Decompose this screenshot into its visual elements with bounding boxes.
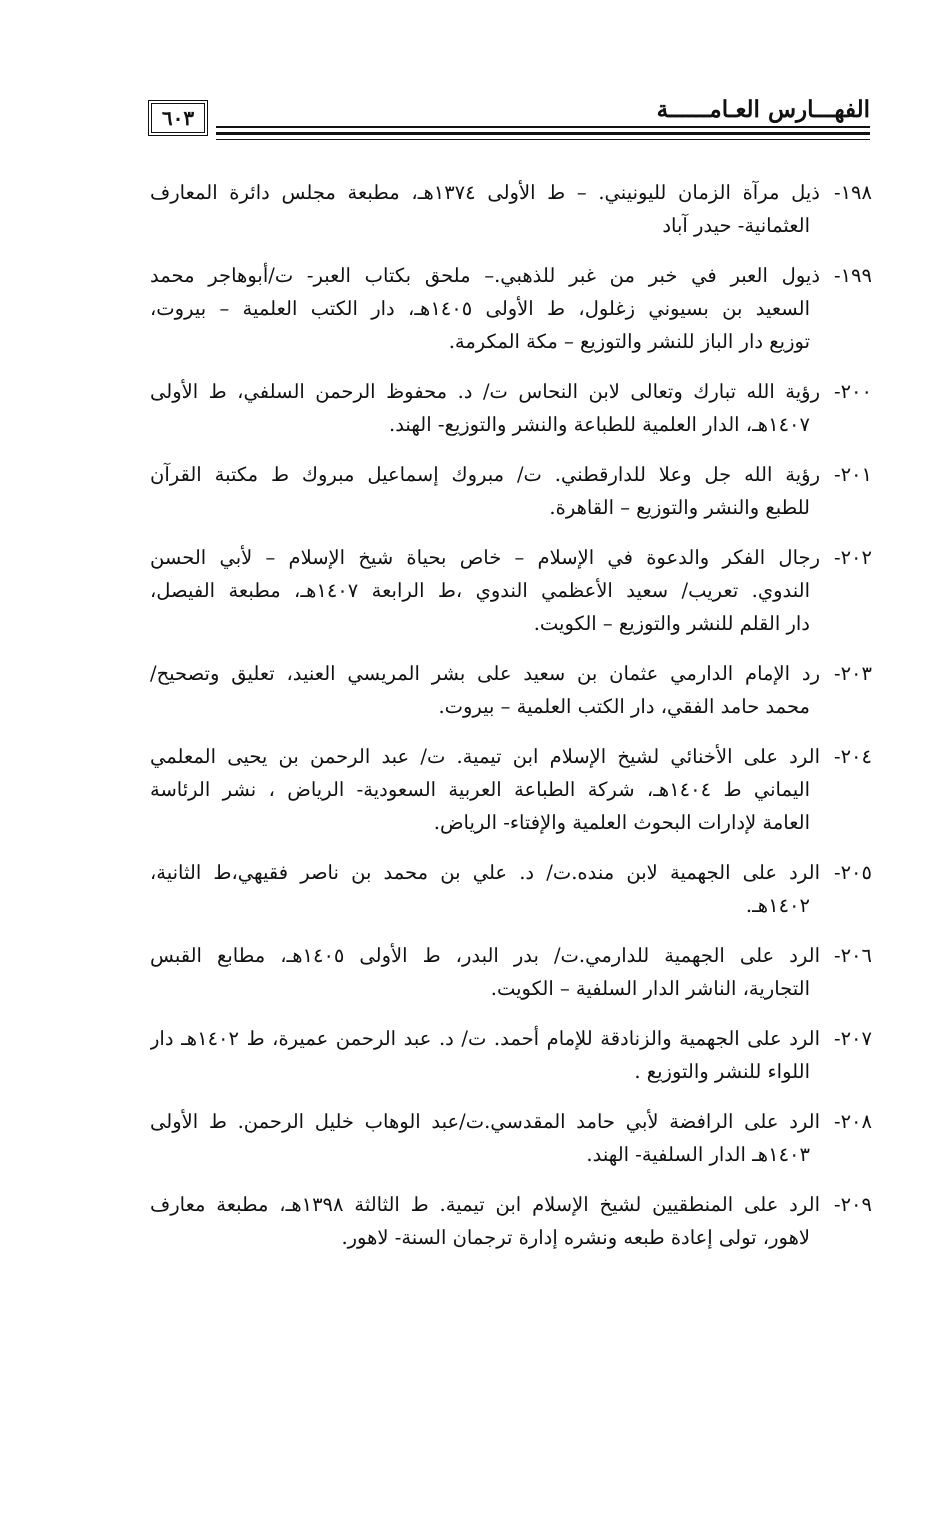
entry-number: ٢٠٢-	[833, 546, 872, 569]
entry-first-line	[150, 458, 872, 491]
entry-continuation-line: التجارية، الناشر الدار السلفية – الكويت.	[490, 977, 810, 1000]
entry-continuation-line: اليماني ط ١٤٠٤هـ، شركة الطباعة العربية السعودية- الرياض ، نشر الرئاسة	[150, 778, 810, 801]
entry-continuation-line: للطبع والنشر والتوزيع – القاهرة.	[549, 496, 810, 519]
page-header	[148, 96, 870, 144]
entry-number: ٢٠٥-	[833, 861, 872, 884]
bibliography-entry	[150, 458, 872, 524]
entry-first-line	[150, 939, 872, 972]
entry-first-line	[150, 740, 872, 773]
entry-text: ذيل مرآة الزمان لليونيني. – ط الأولى ١٣٧٤هـ، مطبعة مجلس دائرة المعارف	[150, 181, 820, 204]
entry-continuation-line: توزيع دار الباز للنشر والتوزيع – مكة المكرمة.	[448, 330, 810, 353]
entry-number: ٢٠٩-	[833, 1193, 872, 1216]
entry-number: ٢٠٧-	[833, 1027, 872, 1050]
entry-continuation-line: الندوي. تعريب/ سعيد الأعظمي الندوي ،ط الرابعة ١٤٠٧هـ، مطبعة الفيصل،	[150, 579, 810, 602]
entry-continuation-line: ١٤٠٧هـ، الدار العلمية للطباعة والنشر والتوزيع- الهند.	[389, 413, 810, 436]
page-number: ٦٠٣	[148, 100, 208, 136]
bibliography-entry	[150, 176, 872, 242]
entry-number: ٢٠١-	[833, 463, 872, 486]
entry-text: الرد على الرافضة لأبي حامد المقدسي.ت/عبد الوهاب خليل الرحمن. ط الأولى	[150, 1110, 820, 1133]
running-title: الفهـــارس العـامــــــة	[656, 96, 870, 123]
entry-number: ٢٠٦-	[833, 944, 872, 967]
entry-number: ٢٠٠-	[833, 380, 872, 403]
entry-text: الرد على الجهمية لابن منده.ت/ د. علي بن محمد بن ناصر فقيهي،ط الثانية،	[150, 861, 820, 884]
entry-text: الرد على الأخنائي لشيخ الإسلام ابن تيمية. ت/ عبد الرحمن بن يحيى المعلمي	[150, 745, 820, 768]
entry-number: ٢٠٤-	[833, 745, 872, 768]
entry-first-line	[150, 259, 872, 292]
entry-first-line	[150, 176, 872, 209]
entry-number: ١٩٨-	[833, 181, 872, 204]
bibliography-entry	[150, 1022, 872, 1088]
entry-first-line	[150, 657, 872, 690]
entry-first-line	[150, 1022, 872, 1055]
entry-continuation-line: اللواء للنشر والتوزيع .	[634, 1060, 810, 1083]
entry-text: الرد على المنطقيين لشيخ الإسلام ابن تيمية. ط الثالثة ١٣٩٨هـ، مطبعة معارف	[150, 1193, 820, 1216]
bibliography-entry	[150, 740, 872, 839]
bibliography-entry	[150, 657, 872, 723]
bibliography-list	[150, 176, 872, 1271]
bibliography-entry	[150, 856, 872, 922]
entry-first-line	[150, 856, 872, 889]
entry-first-line	[150, 1105, 872, 1138]
entry-continuation-line: دار القلم للنشر والتوزيع – الكويت.	[533, 612, 810, 635]
entry-text: ذيول العبر في خبر من غبر للذهبي.– ملحق بكتاب العبر- ت/أبوهاجر محمد	[150, 264, 820, 287]
entry-text: رد الإمام الدارمي عثمان بن سعيد على بشر المريسي العنيد، تعليق وتصحيح/	[150, 662, 820, 685]
entry-text: رؤية الله جل وعلا للدارقطني. ت/ مبروك إسماعيل مبروك ط مكتبة القرآن	[150, 463, 820, 486]
bibliography-entry	[150, 375, 872, 441]
entry-continuation-line: لاهور، تولى إعادة طبعه ونشره إدارة ترجمان السنة- لاهور.	[341, 1226, 810, 1249]
entry-continuation-line: ١٤٠٢هـ.	[745, 894, 810, 917]
bibliography-entry	[150, 939, 872, 1005]
bibliography-entry	[150, 541, 872, 640]
entry-continuation-line: السعيد بن بسيوني زغلول، ط الأولى ١٤٠٥هـ، دار الكتب العلمية – بيروت،	[150, 297, 810, 320]
bibliography-entry	[150, 1188, 872, 1254]
entry-text: الرد على الجهمية والزنادقة للإمام أحمد. ت/ د. عبد الرحمن عميرة، ط ١٤٠٢هـ دار	[150, 1027, 820, 1050]
entry-continuation-line: ١٤٠٣هـ الدار السلفية- الهند.	[586, 1143, 810, 1166]
entry-first-line	[150, 541, 872, 574]
header-rule-bottom	[216, 139, 870, 140]
entry-first-line	[150, 375, 872, 408]
entry-text: الرد على الجهمية للدارمي.ت/ بدر البدر، ط الأولى ١٤٠٥هـ، مطابع القبس	[150, 944, 820, 967]
entry-text: رؤية الله تبارك وتعالى لابن النحاس ت/ د. محفوظ الرحمن السلفي، ط الأولى	[150, 380, 820, 403]
entry-number: ٢٠٨-	[833, 1110, 872, 1133]
header-rule-middle	[216, 132, 870, 135]
bibliography-entry	[150, 1105, 872, 1171]
entry-continuation-line: العثمانية- حيدر آباد	[662, 214, 810, 237]
entry-text: رجال الفكر والدعوة في الإسلام – خاص بحياة شيخ الإسلام – لأبي الحسن	[150, 546, 820, 569]
entry-number: ٢٠٣-	[833, 662, 872, 685]
entry-first-line	[150, 1188, 872, 1221]
bibliography-entry	[150, 259, 872, 358]
header-rule-top	[216, 126, 870, 128]
entry-continuation-line: العامة لإدارات البحوث العلمية والإفتاء- الرياض.	[433, 811, 810, 834]
entry-number: ١٩٩-	[833, 264, 872, 287]
entry-continuation-line: محمد حامد الفقي، دار الكتب العلمية – بيروت.	[438, 695, 810, 718]
